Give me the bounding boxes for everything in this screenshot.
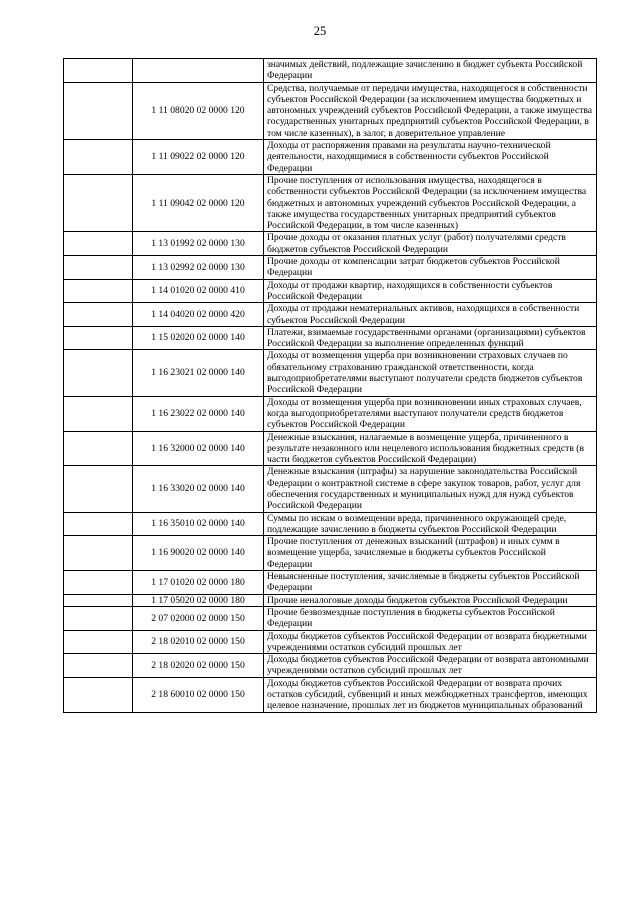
table-row: [64, 431, 597, 466]
table-row: [64, 232, 597, 256]
empty-cell: [64, 630, 133, 654]
budget-code-cell: 1 15 02020 02 0000 140: [133, 326, 264, 350]
budget-code-cell: [133, 59, 264, 83]
budget-code-cell: 1 11 08020 02 0000 120: [133, 82, 264, 139]
revenue-description-cell: Прочие доходы от оказания платных услуг (работ) получателями средств бюджетов субъектов Российской Федерации: [264, 232, 597, 256]
revenue-description-cell: Прочие поступления от денежных взысканий (штрафов) и иных сумм в возмещение ущерба, зачисляемые в бюджеты субъектов Российской Федерации: [264, 536, 597, 571]
budget-code-cell: 1 14 04020 02 0000 420: [133, 303, 264, 327]
revenue-description-cell: Доходы бюджетов субъектов Российской Федерации от возврата автономными учреждениями остатков субсидий прошлых лет: [264, 654, 597, 678]
revenue-description-cell: Денежные взыскания, налагаемые в возмещение ущерба, причиненного в результате незаконного или нецелевого использования бюджетных средств (в части бюджетов субъектов Российской Федерации): [264, 431, 597, 466]
table-row: [64, 303, 597, 327]
revenue-description-cell: Суммы по искам о возмещении вреда, причиненного окружающей среде, подлежащие зачислению в бюджеты субъектов Российской Федерации: [264, 512, 597, 536]
table-row: [64, 140, 597, 175]
empty-cell: [64, 140, 133, 175]
table-row: [64, 82, 597, 139]
table-row: [64, 630, 597, 654]
revenue-description-cell: Невыясненные поступления, зачисляемые в бюджеты субъектов Российской Федерации: [264, 571, 597, 595]
empty-cell: [64, 606, 133, 630]
budget-code-cell: 1 16 32000 02 0000 140: [133, 431, 264, 466]
revenue-description-cell: Прочие неналоговые доходы бюджетов субъектов Российской Федерации: [264, 594, 597, 606]
revenue-description-cell: Доходы бюджетов субъектов Российской Федерации от возврата прочих остатков субсидий, субвенций и иных межбюджетных трансфертов, имеющих целевое назначение, прошлых лет из бюджетов муниципальных образований: [264, 677, 597, 712]
budget-code-cell: 1 13 02992 02 0000 130: [133, 256, 264, 280]
revenue-description-cell: Прочие доходы от компенсации затрат бюджетов субъектов Российской Федерации: [264, 256, 597, 280]
budget-code-cell: 1 16 90020 02 0000 140: [133, 536, 264, 571]
table-row: [64, 326, 597, 350]
revenue-description-cell: Прочие поступления от использования имущества, находящегося в собственности субъектов Российской Федерации (за исключением имущества бюджетных и автономных учреждений субъектов Российской Федерации, а также имущества государственных унитарных предприятий субъектов Российской Федерации, в том числе казенных): [264, 174, 597, 231]
table-row: [64, 606, 597, 630]
table-row: [64, 350, 597, 396]
revenue-description-cell: Доходы бюджетов субъектов Российской Федерации от возврата бюджетными учреждениями остатков субсидий прошлых лет: [264, 630, 597, 654]
budget-code-cell: 1 14 01020 02 0000 410: [133, 279, 264, 303]
empty-cell: [64, 303, 133, 327]
empty-cell: [64, 174, 133, 231]
table-row: [64, 594, 597, 606]
table-row: [64, 174, 597, 231]
budget-code-cell: 2 18 02010 02 0000 150: [133, 630, 264, 654]
budget-code-cell: 1 16 23021 02 0000 140: [133, 350, 264, 396]
revenue-description-cell: Денежные взыскания (штрафы) за нарушение законодательства Российской Федерации о контрактной системе в сфере закупок товаров, работ, услуг для обеспечения государственных и муниципальных нужд для нужд субъектов Российской Федерации: [264, 466, 597, 512]
empty-cell: [64, 431, 133, 466]
empty-cell: [64, 594, 133, 606]
revenue-description-cell: Доходы от продажи нематериальных активов, находящихся в собственности субъектов Российской Федерации: [264, 303, 597, 327]
table-body: [64, 59, 597, 713]
empty-cell: [64, 536, 133, 571]
empty-cell: [64, 512, 133, 536]
table-row: [64, 466, 597, 512]
revenue-description-cell: значимых действий, подлежащие зачислению в бюджет субъекта Российской Федерации: [264, 59, 597, 83]
empty-cell: [64, 654, 133, 678]
empty-cell: [64, 256, 133, 280]
empty-cell: [64, 466, 133, 512]
empty-cell: [64, 677, 133, 712]
revenue-description-cell: Платежи, взимаемые государственными органами (организациями) субъектов Российской Федерации за выполнение определенных функций: [264, 326, 597, 350]
table-row: [64, 536, 597, 571]
empty-cell: [64, 326, 133, 350]
table-row: [64, 571, 597, 595]
empty-cell: [64, 59, 133, 83]
empty-cell: [64, 232, 133, 256]
table-row: [64, 512, 597, 536]
revenue-description-cell: Прочие безвозмездные поступления в бюджеты субъектов Российской Федерации: [264, 606, 597, 630]
table-row: [64, 396, 597, 431]
empty-cell: [64, 279, 133, 303]
budget-code-cell: 2 07 02000 02 0000 150: [133, 606, 264, 630]
revenue-description-cell: Доходы от возмещения ущерба при возникновении страховых случаев по обязательному страхованию гражданской ответственности, когда выгодоприобретателями выступают получатели средств бюджетов субъектов Российской Федерации: [264, 350, 597, 396]
empty-cell: [64, 396, 133, 431]
empty-cell: [64, 571, 133, 595]
empty-cell: [64, 350, 133, 396]
revenue-description-cell: Доходы от продажи квартир, находящихся в собственности субъектов Российской Федерации: [264, 279, 597, 303]
table-row: [64, 654, 597, 678]
revenue-description-cell: Доходы от возмещения ущерба при возникновении иных страховых случаев, когда выгодоприобретателями выступают получатели средств бюджетов субъектов Российской Федерации: [264, 396, 597, 431]
table-row: [64, 279, 597, 303]
budget-code-cell: 1 16 35010 02 0000 140: [133, 512, 264, 536]
budget-code-cell: 1 11 09022 02 0000 120: [133, 140, 264, 175]
budget-code-cell: 1 11 09042 02 0000 120: [133, 174, 264, 231]
revenue-description-cell: Средства, получаемые от передачи имущества, находящегося в собственности субъектов Российской Федерации (за исключением имущества бюджетных и автономных учреждений субъектов Российской Федерации, а также имущества государственных унитарных предприятий субъектов Российской Федерации, в том числе казенных), в залог, в доверительное управление: [264, 82, 597, 139]
table-row: [64, 59, 597, 83]
table-row: [64, 256, 597, 280]
budget-code-cell: 1 16 23022 02 0000 140: [133, 396, 264, 431]
budget-code-cell: 1 17 05020 02 0000 180: [133, 594, 264, 606]
budget-code-cell: 1 13 01992 02 0000 130: [133, 232, 264, 256]
page-number: 25: [313, 24, 327, 38]
table-row: [64, 677, 597, 712]
empty-cell: [64, 82, 133, 139]
budget-code-cell: 2 18 02020 02 0000 150: [133, 654, 264, 678]
budget-code-cell: 2 18 60010 02 0000 150: [133, 677, 264, 712]
budget-code-cell: 1 16 33020 02 0000 140: [133, 466, 264, 512]
revenue-description-cell: Доходы от распоряжения правами на результаты научно-технической деятельности, находящимися в собственности субъектов Российской Федерации: [264, 140, 597, 175]
revenue-codes-table: [63, 58, 597, 713]
budget-code-cell: 1 17 01020 02 0000 180: [133, 571, 264, 595]
